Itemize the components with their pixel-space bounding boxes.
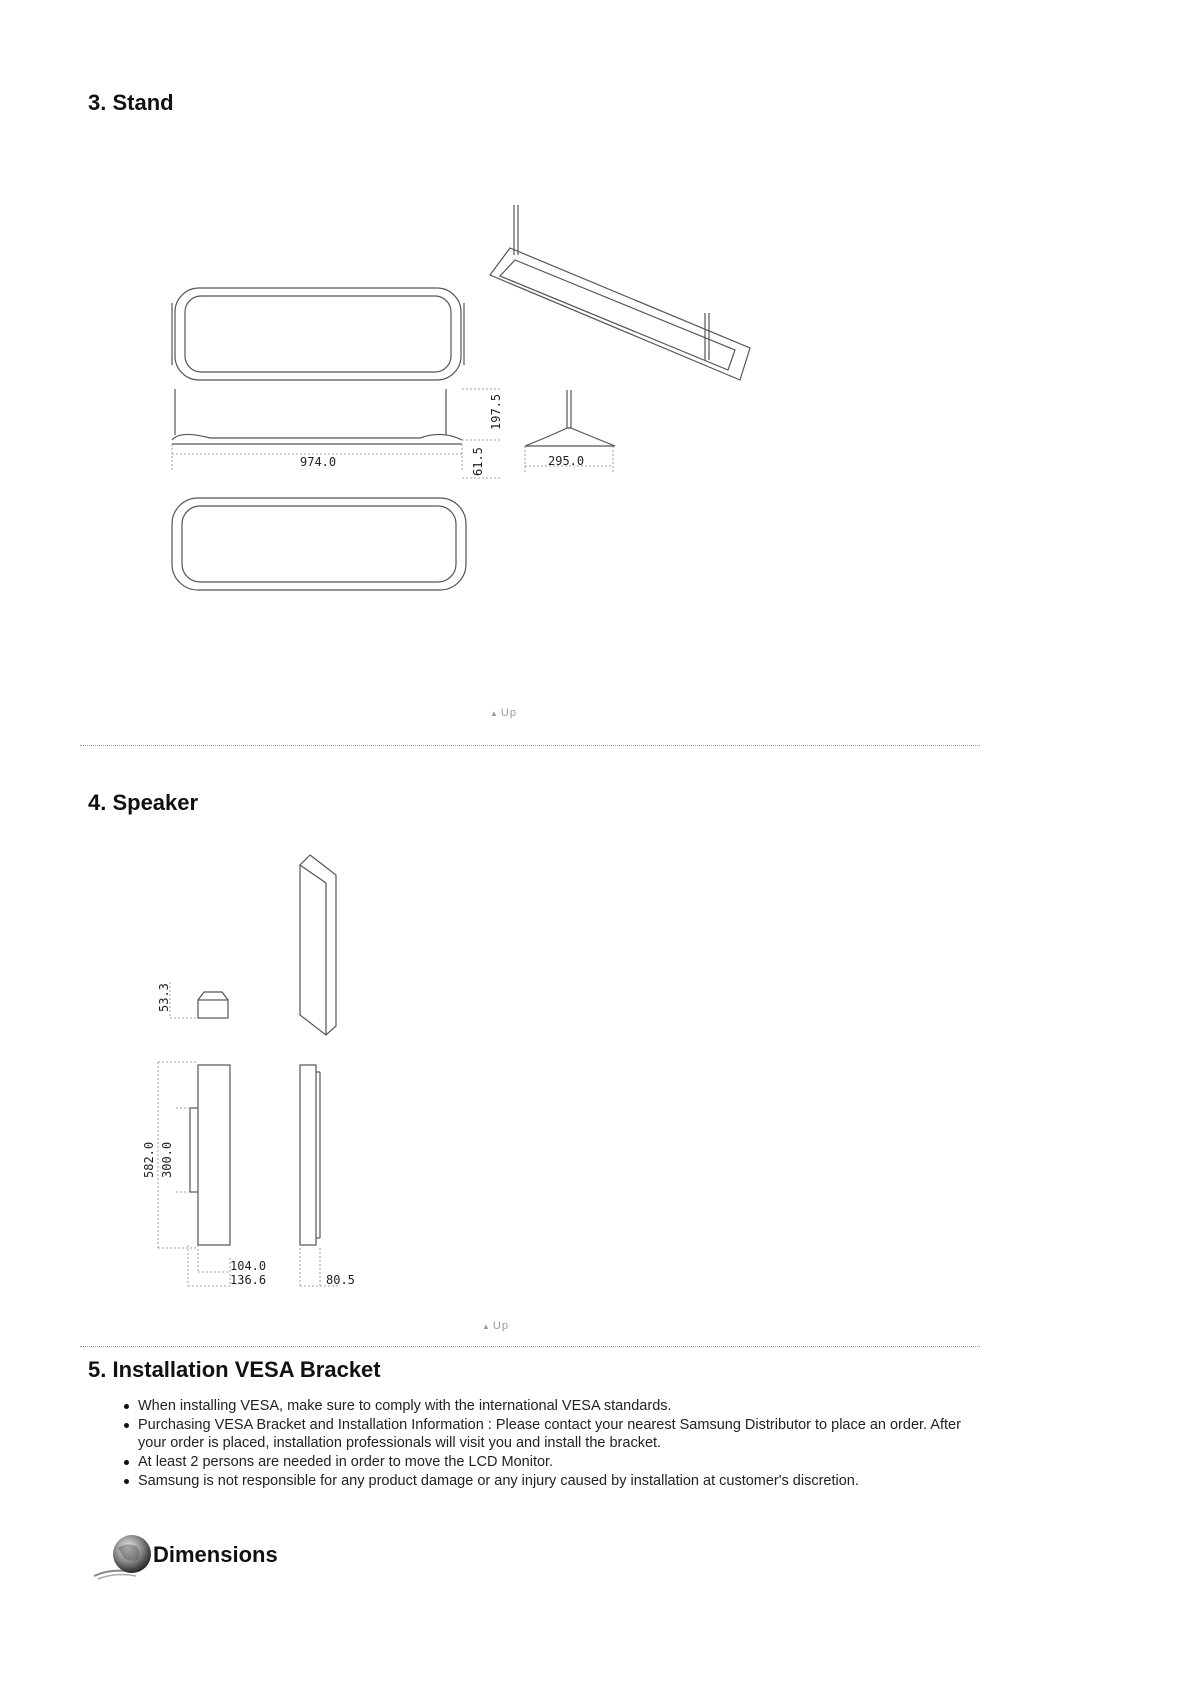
- stand-bottom-view-inner: [182, 506, 456, 582]
- speaker-perspective: [300, 855, 336, 1035]
- up-link-speaker[interactable]: [482, 1320, 509, 1332]
- dimensions-title: Dimensions: [153, 1542, 278, 1567]
- stand-perspective-inner: [500, 260, 735, 370]
- stand-bottom-view-outer: [172, 498, 466, 590]
- speaker-side-view: [300, 1065, 316, 1245]
- speaker-inner-height-label: 300.0: [160, 1141, 174, 1178]
- list-item: When installing VESA, make sure to comply with the international VESA standards.: [124, 1397, 984, 1415]
- globe-icon: [92, 1532, 156, 1580]
- stand-drawing: [170, 200, 810, 640]
- stand-depth-label: 295.0: [548, 454, 585, 468]
- section-title-stand: 3. Stand: [88, 90, 174, 115]
- stand-height-label: 197.5: [489, 393, 503, 430]
- speaker-front-view: [198, 1065, 230, 1245]
- stand-width-label: 974.0: [300, 455, 337, 469]
- stand-top-view-inner: [185, 296, 451, 372]
- speaker-top-view: [198, 1000, 228, 1018]
- list-item: Samsung is not responsible for any product damage or any injury caused by installation at customer's discretion.: [124, 1472, 984, 1490]
- divider: [80, 745, 980, 746]
- triangle-up-icon: ▲: [490, 709, 499, 718]
- speaker-depth-b-label: 136.6: [230, 1273, 267, 1287]
- stand-perspective-outer: [490, 248, 750, 380]
- triangle-up-icon: ▲: [482, 1322, 491, 1331]
- list-item: At least 2 persons are needed in order to move the LCD Monitor.: [124, 1453, 984, 1471]
- section-title-speaker: 4. Speaker: [88, 790, 199, 815]
- stand-side-view-base: [525, 428, 615, 446]
- speaker-depth-a-label: 104.0: [230, 1259, 267, 1273]
- stand-base-label: 61.5: [471, 447, 485, 476]
- speaker-total-height-label: 582.0: [142, 1141, 156, 1178]
- speaker-top-label: 53.3: [157, 983, 171, 1012]
- up-link-stand[interactable]: [490, 707, 517, 719]
- speaker-drawing: [140, 850, 380, 1300]
- list-item: Purchasing VESA Bracket and Installation Information : Please contact your nearest Samsung Distributor to place an order. After your order is placed, installation professionals will visit you and install the bracket.: [124, 1416, 984, 1452]
- divider: [80, 1346, 980, 1347]
- up-label: Up: [500, 707, 517, 719]
- stand-top-view-outer: [175, 288, 461, 380]
- speaker-width-label: 80.5: [326, 1273, 355, 1287]
- section-title-vesa: 5. Installation VESA Bracket: [88, 1357, 381, 1382]
- up-label: Up: [492, 1320, 509, 1332]
- stand-front-view-base: [172, 434, 462, 440]
- vesa-bullet-list: [124, 1397, 984, 1491]
